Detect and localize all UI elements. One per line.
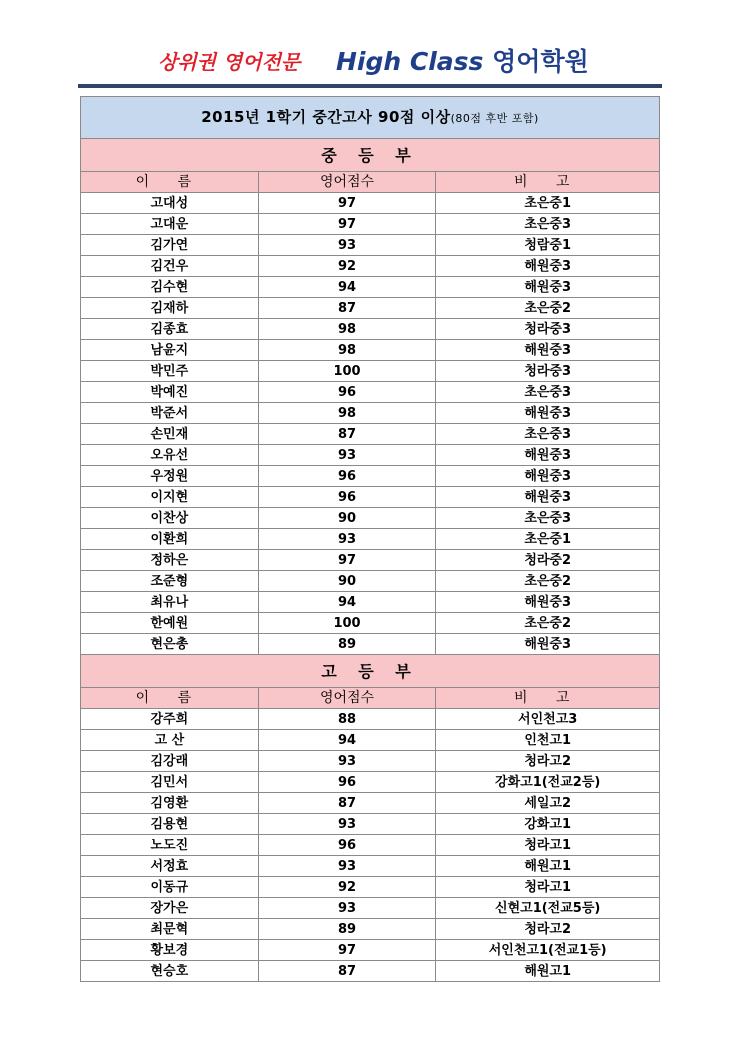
table-row: [81, 193, 660, 214]
cell-score: 92: [258, 256, 436, 277]
cell-name: 강주희: [81, 709, 259, 730]
table-row: [81, 319, 660, 340]
cell-score: 98: [258, 319, 436, 340]
cell-score: 87: [258, 961, 436, 982]
table-row: [81, 898, 660, 919]
cell-note: 해원중3: [436, 277, 660, 298]
cell-name: 장가은: [81, 898, 259, 919]
academy-brand: [336, 42, 589, 78]
cell-name: 한예원: [81, 613, 259, 634]
table-row: [81, 235, 660, 256]
cell-note: 청라중3: [436, 319, 660, 340]
cell-score: 96: [258, 382, 436, 403]
cell-score: 93: [258, 529, 436, 550]
cell-name: 김강래: [81, 751, 259, 772]
cell-score: 90: [258, 571, 436, 592]
cell-score: 98: [258, 340, 436, 361]
cell-score: 92: [258, 877, 436, 898]
cell-note: 해원중3: [436, 634, 660, 655]
table-row: [81, 256, 660, 277]
cell-note: 강화고1(전교2등): [436, 772, 660, 793]
cell-score: 87: [258, 793, 436, 814]
cell-name: 정하은: [81, 550, 259, 571]
column-header-row-middle: [81, 172, 660, 193]
column-header-row-high: [81, 688, 660, 709]
cell-note: 서인천고3: [436, 709, 660, 730]
cell-score: 100: [258, 613, 436, 634]
cell-note: 초은중1: [436, 193, 660, 214]
cell-score: 93: [258, 235, 436, 256]
cell-score: 100: [258, 361, 436, 382]
cell-score: 96: [258, 466, 436, 487]
cell-name: 오유선: [81, 445, 259, 466]
table-title: [81, 97, 660, 139]
cell-name: 최문혁: [81, 919, 259, 940]
cell-name: 박민주: [81, 361, 259, 382]
cell-score: 89: [258, 634, 436, 655]
table-row: [81, 214, 660, 235]
table-row: [81, 814, 660, 835]
cell-note: 청라고2: [436, 919, 660, 940]
cell-score: 96: [258, 835, 436, 856]
cell-name: 최유나: [81, 592, 259, 613]
cell-note: 초은중1: [436, 529, 660, 550]
header-divider: [78, 84, 662, 88]
table-row: [81, 571, 660, 592]
cell-name: 고대성: [81, 193, 259, 214]
cell-note: 해원중3: [436, 403, 660, 424]
cell-note: 청라고1: [436, 835, 660, 856]
cell-name: 조준형: [81, 571, 259, 592]
cell-score: 97: [258, 550, 436, 571]
table-row: [81, 508, 660, 529]
cell-score: 90: [258, 508, 436, 529]
table-row: [81, 634, 660, 655]
column-header-score: 영어점수: [258, 172, 436, 193]
score-table: [80, 96, 660, 982]
table-row: [81, 277, 660, 298]
page-header: [78, 40, 662, 88]
cell-name: 이동규: [81, 877, 259, 898]
cell-score: 97: [258, 940, 436, 961]
cell-name: 고대운: [81, 214, 259, 235]
column-header-name: 이 름: [81, 172, 259, 193]
table-row: [81, 940, 660, 961]
cell-note: 해원고1: [436, 961, 660, 982]
cell-name: 이찬상: [81, 508, 259, 529]
cell-name: 손민재: [81, 424, 259, 445]
column-header-note: 비 고: [436, 688, 660, 709]
cell-name: 황보경: [81, 940, 259, 961]
cell-name: 김건우: [81, 256, 259, 277]
cell-name: 이환희: [81, 529, 259, 550]
cell-note: 강화고1: [436, 814, 660, 835]
cell-note: 초은중3: [436, 508, 660, 529]
cell-name: 김가연: [81, 235, 259, 256]
table-row: [81, 793, 660, 814]
cell-note: 청라중3: [436, 361, 660, 382]
cell-score: 97: [258, 193, 436, 214]
column-header-score: 영어점수: [258, 688, 436, 709]
cell-score: 93: [258, 898, 436, 919]
table-row: [81, 487, 660, 508]
cell-score: 89: [258, 919, 436, 940]
cell-note: 해원중3: [436, 256, 660, 277]
table-row: [81, 361, 660, 382]
cell-name: 김민서: [81, 772, 259, 793]
cell-note: 초은중2: [436, 298, 660, 319]
cell-score: 87: [258, 424, 436, 445]
cell-note: 초은중2: [436, 613, 660, 634]
section-high-label: 고 등 부: [81, 655, 660, 688]
section-high-row: [81, 655, 660, 688]
table-row: [81, 730, 660, 751]
slogan: 상위권 영어전문: [158, 50, 301, 74]
section-middle-row: [81, 139, 660, 172]
cell-score: 94: [258, 592, 436, 613]
table-row: [81, 772, 660, 793]
cell-note: 인천고1: [436, 730, 660, 751]
cell-score: 93: [258, 445, 436, 466]
cell-name: 김영환: [81, 793, 259, 814]
cell-score: 96: [258, 487, 436, 508]
table-row: [81, 382, 660, 403]
cell-note: 초은중3: [436, 424, 660, 445]
cell-score: 94: [258, 277, 436, 298]
cell-note: 청라고1: [436, 877, 660, 898]
cell-note: 초은중3: [436, 382, 660, 403]
cell-score: 97: [258, 214, 436, 235]
cell-name: 김용현: [81, 814, 259, 835]
cell-name: 우정원: [81, 466, 259, 487]
cell-name: 김재하: [81, 298, 259, 319]
table-title-text: 2015년 1학기 중간고사 90점 이상: [201, 107, 451, 126]
cell-note: 청라고2: [436, 751, 660, 772]
table-row: [81, 466, 660, 487]
cell-score: 93: [258, 856, 436, 877]
table-row: [81, 751, 660, 772]
table-row: [81, 613, 660, 634]
table-row: [81, 403, 660, 424]
cell-note: 해원중3: [436, 340, 660, 361]
table-title-row: [81, 97, 660, 139]
cell-note: 해원중3: [436, 592, 660, 613]
cell-note: 초은중2: [436, 571, 660, 592]
cell-name: 박준서: [81, 403, 259, 424]
table-row: [81, 340, 660, 361]
table-row: [81, 856, 660, 877]
table-row: [81, 835, 660, 856]
table-row: [81, 961, 660, 982]
table-row: [81, 298, 660, 319]
cell-score: 96: [258, 772, 436, 793]
cell-note: 해원중3: [436, 445, 660, 466]
cell-note: 청람중1: [436, 235, 660, 256]
cell-name: 서정효: [81, 856, 259, 877]
cell-score: 93: [258, 751, 436, 772]
table-title-note: (80점 후반 포함): [450, 111, 539, 125]
cell-name: 현은총: [81, 634, 259, 655]
cell-score: 94: [258, 730, 436, 751]
cell-score: 88: [258, 709, 436, 730]
table-row: [81, 592, 660, 613]
brand-korean: 영어학원: [492, 47, 589, 76]
brand-english: High Class: [336, 47, 484, 76]
cell-note: 세일고2: [436, 793, 660, 814]
cell-name: 고 산: [81, 730, 259, 751]
cell-note: 해원고1: [436, 856, 660, 877]
table-row: [81, 709, 660, 730]
cell-note: 청라중2: [436, 550, 660, 571]
table-row: [81, 550, 660, 571]
table-row: [81, 529, 660, 550]
table-row: [81, 877, 660, 898]
cell-note: 신현고1(전교5등): [436, 898, 660, 919]
cell-score: 98: [258, 403, 436, 424]
table-row: [81, 445, 660, 466]
cell-name: 현승호: [81, 961, 259, 982]
section-middle-label: 중 등 부: [81, 139, 660, 172]
cell-score: 93: [258, 814, 436, 835]
cell-note: 서인천고1(전교1등): [436, 940, 660, 961]
cell-name: 남윤지: [81, 340, 259, 361]
cell-score: 87: [258, 298, 436, 319]
column-header-name: 이 름: [81, 688, 259, 709]
cell-name: 김종효: [81, 319, 259, 340]
cell-note: 초은중3: [436, 214, 660, 235]
cell-name: 김수현: [81, 277, 259, 298]
cell-note: 해원중3: [436, 466, 660, 487]
table-row: [81, 424, 660, 445]
cell-name: 노도진: [81, 835, 259, 856]
cell-name: 이지현: [81, 487, 259, 508]
cell-note: 해원중3: [436, 487, 660, 508]
table-row: [81, 919, 660, 940]
cell-name: 박예진: [81, 382, 259, 403]
column-header-note: 비 고: [436, 172, 660, 193]
